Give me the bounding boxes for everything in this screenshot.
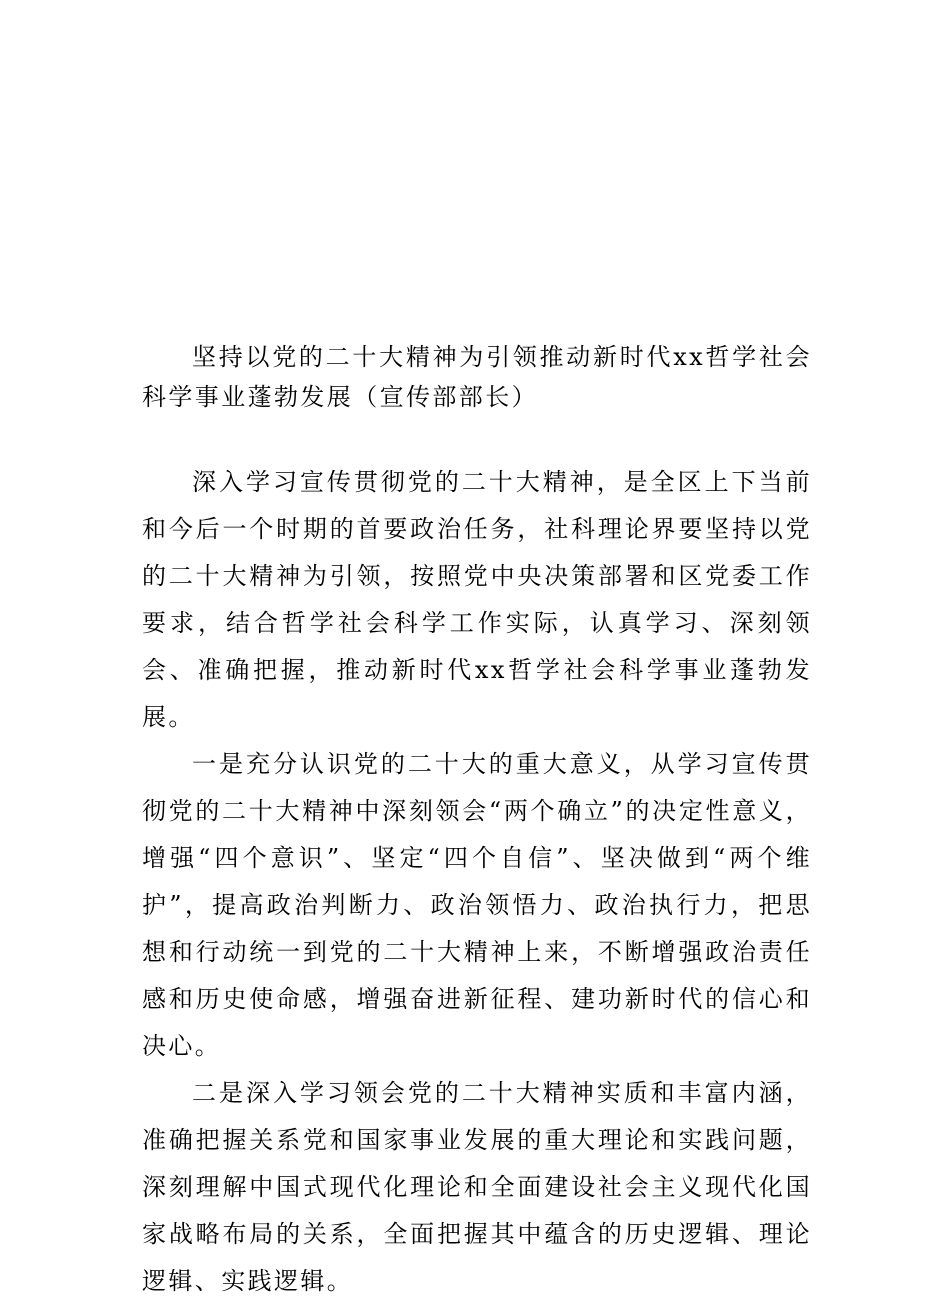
paragraph-intro: 深入学习宣传贯彻党的二十大精神，是全区上下当前和今后一个时期的首要政治任务，社科理论界要坚持以党的二十大精神为引领，按照党中央决策部署和区党委工作要求，结合哲学社会科学工作实际，认真学习、深刻领会、准确把握，推动新时代xx哲学社会科学事业蓬勃发展。: [142, 468, 812, 731]
title-spacer: [142, 417, 812, 459]
document-title: 坚持以党的二十大精神为引领推动新时代xx哲学社会科学事业蓬勃发展（宣传部部长）: [142, 343, 812, 411]
paragraph-point-two: 二是深入学习领会党的二十大精神实质和丰富内涵，准确把握关系党和国家事业发展的重大理论和实践问题，深刻理解中国式现代化理论和全面建设社会主义现代化国家战略布局的关系，全面把握其中蕴含的历史逻辑、理论逻辑、实践逻辑。: [142, 1079, 812, 1295]
document-page: [142, 337, 812, 1305]
paragraph-point-one: 一是充分认识党的二十大的重大意义，从学习宣传贯彻党的二十大精神中深刻领会“两个确立”的决定性意义，增强“四个意识”、坚定“四个自信”、坚决做到“两个维护”，提高政治判断力、政治领悟力、政治执行力，把思想和行动统一到党的二十大精神上来，不断增强政治责任感和历史使命感，增强奋进新征程、建功新时代的信心和决心。: [142, 750, 812, 1060]
